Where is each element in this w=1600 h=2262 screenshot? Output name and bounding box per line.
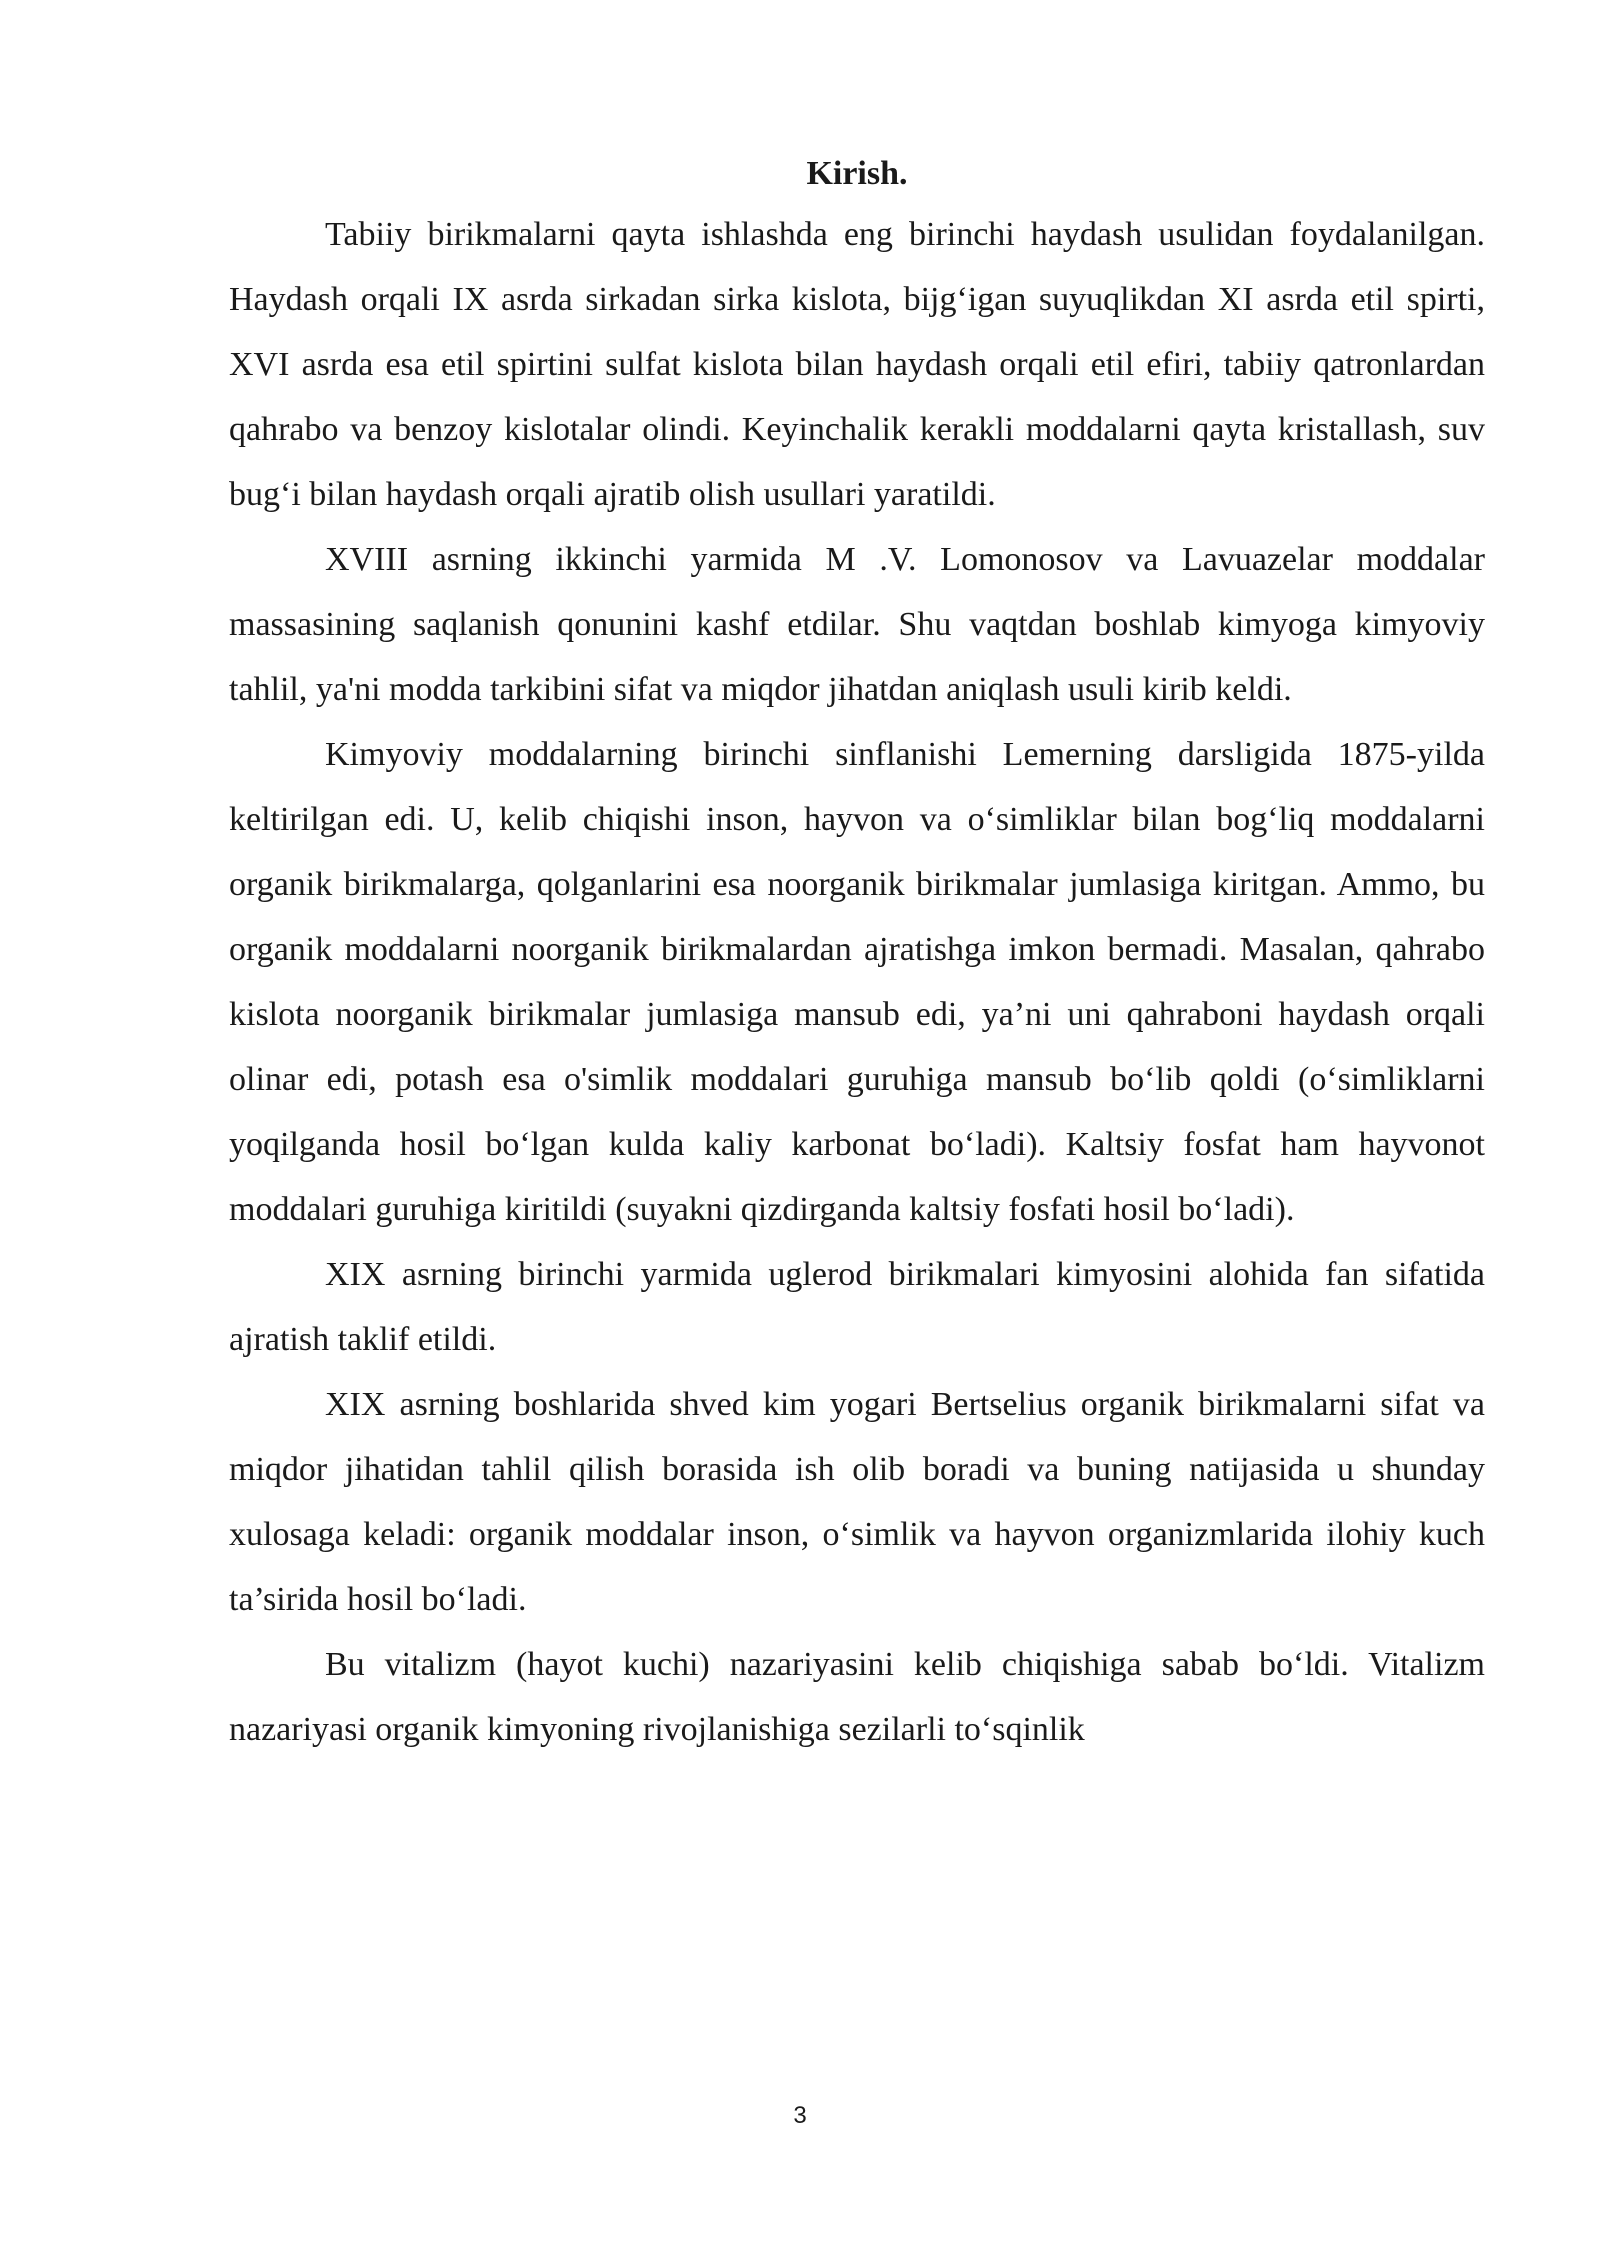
page-number: 3 [793, 2102, 807, 2129]
paragraph-6: Bu vitalizm (hayot kuchi) nazariyasini kelib chiqishiga sabab bo‘ldi. Vitalizm nazariyasi organik kimyoning rivojlanishiga sezilarli to‘sqinlik [229, 1646, 1485, 1748]
page-content [229, 146, 1485, 1762]
section-title: Kirish. [806, 155, 908, 192]
paragraph-5: XIX asrning boshlarida shved kim yogari Bertselius organik birikmalarni sifat va miqdor jihatidan tahlil qilish borasida ish olib boradi va buning natijasida u shunday xulosaga keladi: organik moddalar inson, o‘simlik va hayvon organizmlarida ilohiy kuch ta’sirida hosil bo‘ladi. [229, 1386, 1485, 1618]
paragraph-2: XVIII asrning ikkinchi yarmida M .V. Lomonosov va Lavuazelar moddalar massasining saqlanish qonunini kashf etdilar. Shu vaqtdan boshlab kimyoga kimyoviy tahlil, ya'ni modda tarkibini sifat va miqdor jihatdan aniqlash usuli kirib keldi. [229, 541, 1485, 708]
paragraph-3: Kimyoviy moddalarning birinchi sinflanishi Lemerning darsligida 1875-yilda keltirilgan edi. U, kelib chiqishi inson, hayvon va o‘simliklar bilan bog‘liq moddalarni organik birikmalarga, qolganlarini esa noorganik birikmalar jumlasiga kiritgan. Ammo, bu organik moddalarni noorganik birikmalardan ajratishga imkon bermadi. Masalan, qahrabo kislota noorganik birikmalar jumlasiga mansub edi, ya’ni uni qahraboni haydash orqali olinar edi, potash esa o'simlik moddalari guruhiga mansub bo‘lib qoldi (o‘simliklarni yoqilganda hosil bo‘lgan kulda kaliy karbonat bo‘ladi). Kaltsiy fosfat ham hayvonot moddalari guruhiga kiritildi (suyakni qizdirganda kaltsiy fosfati hosil bo‘ladi). [229, 736, 1485, 1228]
paragraph-1: Tabiiy birikmalarni qayta ishlashda eng birinchi haydash usulidan foydalanilgan. Haydash orqali IX asrda sirkadan sirka kislota, bijg‘igan suyuqlikdan XI asrda etil spirti, XVI asrda esa etil spirtini sulfat kislota bilan haydash orqali etil efiri, tabiiy qatronlardan qahrabo va benzoy kislotalar olindi. Keyinchalik kerakli moddalarni qayta kristallash, suv bug‘i bilan haydash orqali ajratib olish usullari yaratildi. [229, 216, 1485, 513]
paragraph-4: XIX asrning birinchi yarmida uglerod birikmalari kimyosini alohida fan sifatida ajratish taklif etildi. [229, 1256, 1485, 1358]
